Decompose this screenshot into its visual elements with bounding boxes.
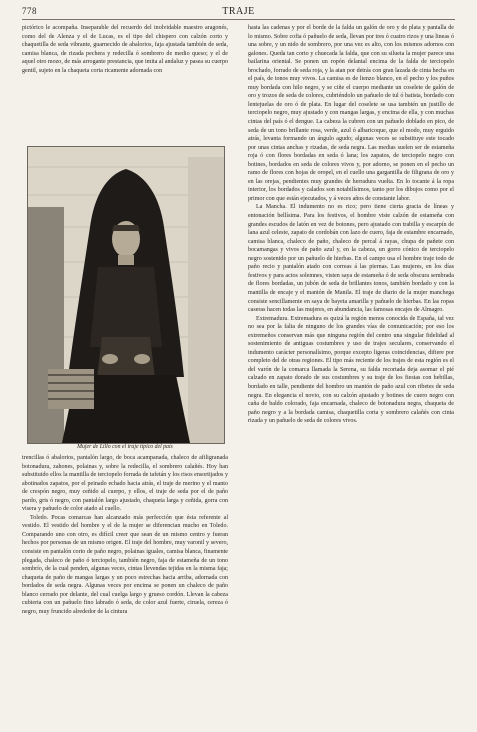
- photograph: [27, 146, 225, 444]
- page-header: [22, 6, 455, 18]
- paragraph: pictórico le acompaña. Inseparable del recuerdo del inolvidable maestro aragonés, como del de Alenza y el de Lucas, es el tipo del chispero con calzón corto y chaquetilla de seda vibrante, guarnecido de abalorios, faja ajustada también de seda, camisa blanca, de rizada pechera y redecilla ó sombrero de medio queso; y el de aquel otro mozo, de más arrogante prestancia, que imita al andaluz y pasea su cuerpo gentil, sujeto en la chaqueta corta ricamente adornada con: [22, 25, 228, 74]
- header-rule: [22, 19, 455, 20]
- woman-portrait-illustration: [28, 147, 224, 443]
- paragraph: La Mancha. El indumento no es rico; pero tiene cierta gracia de líneas y entonación bellísima. Para los festivos, el hombre viste calzón de estameña con grandes escudos de latón en vez de botones, pero ajustado con trabilla y escarpín de lana azul celeste, zapato de cordobán con lazo de cuero, faja de estambre encarnado, camisa blanca, chaleco de paño, chaleco de percal á rayas, chupa de pañete con bocamangas y vivos de paño azul y, en la cabeza, un gorro cónico de terciopelo negro sostenido por un pañuelo de hierbas. En el campo usa el hombre traje todo de paño recio y pantalón atado con correas á las piernas. Las mujeres, en los días festivos y para actos solemnes, visten saya de estameña ó de seda obscura sembrada de flores bordadas, un jubón de seda de brillantes tonos, también bordado y con la mantilla de encaje y el mantón de Manila. El traje de diario de la mujer manchega consiste sencillamente en saya de bayeta amarilla y pañuelo de hierbas. En las ropas caseras hacen todas las mujeres, en abundancia, las famosas encajes de Almagro.: [248, 204, 454, 314]
- left-column-bottom: [22, 454, 228, 616]
- figure-caption: Mujer de Lillo con el traje típico del país: [77, 444, 173, 450]
- right-column: [248, 24, 454, 426]
- running-title: TRAJE: [222, 6, 255, 17]
- page-number: 778: [22, 6, 37, 16]
- paragraph: Toledo. Pocas comarcas han alcanzado más perfección que ésta referente al vestido. El vestido del hombre y el de la mujer se diferencian mucho en Toledo. Comparando uno con otro, es difícil creer que sean de un mismo centro y fueran hechos por personas de un mismo origen. El traje del hombre, muy varonil y severo, consiste en pantalón corto de paño negro, polainas iguales, camisa blanca, finamente plegada, chaleco de paño ó terciopelo, también negro, faja de estameña de un tono sombrío, de la cual penden, algunas veces, cintas llevendas tejidas en la misma faja; chaqueta de paño de mangas largas y un poco estrechas hacia arriba, adornada con bordados de seda negra. Algunas veces por encima se ponen un chaleco de paño blanco cerrado por delante, del cual cuelga largo y grueso cordón. Llevan la cabeza cubierta con un pañuelo fino labrado ó seda, de color azul fuerte, ciruela, cereza ó negro, muy fruncido alrededor de la cintura: [22, 514, 228, 615]
- left-column-top: [22, 24, 228, 75]
- paragraph: trencillas ó abalorios, pantalón largo, de boca acampanada, chaleco de afiligranada botonadura, zahones, polainas y, sobre la redecilla, el sombrero calañés. Hoy han substituido ellos la mantilla de terciopelo forrada de tafetán y los risos ensortijados y abotinados zapatos, por el peinado echado hacia atrás, el traje de merino y el manto de crespón negro, muy ceñido al cuerpo, y ellos, el traje de seda por el de paño pardo, gris ó negro, con pantalón largo ajustado, chaqueta larga y ceñida, gorra con visera y pañuelo de color atado al cuello.: [22, 455, 228, 513]
- paragraph: hasta las cadenas y por el borde de la falda un galón de oro y de plata y pantalla de lo mismo. Sobre cofia ó pañuelo de seda, llevan por tres ó cuatro rizos y una lineas ó una sobre, y un nido de sombrero, por una vez es alto, con los mismos adornos con galones. Queda tan corto y chuecada la falda, que con su silueta la mujer parece una bailarina oriental. Se ponen un ropón delantal encima de la falda de terciopelo brochado, forrado de seda roja, y la atan por detrás con gran lazada de cinta hecha en el país, de tonos muy vivos. La camisa es de lienzo blanco, en el pecho y los puños muy bordada con hilo negro, y se ciñe el cuerpo mediante un coselete de galón de oro y trozos de seda de colores, cubriéndolo un pañuelo de tul ó batista, bordado con lentejuelas de oro ó de plata. En lugar del coselete se usa también un justillo de terciopelo negro, muy ajustado y con mangas largas, y encima de ella, y con muchas cintas del país ó el dengue. La cabeza la cubren con un pañuelo doblado en pico, de seda de un tono brillante rosa, verde, azul ó albaricoque, que el modo, muy erguido atrás, levanta formando un ángulo agudo; algunas veces se substituye este tocado por unas cintas anchas y rizadas, de seda negra. Las medias suelen ser de estameña roja ó con flores bordadas en seda ó lana; los zapatos, de terciopelo negro con botines, bordados en seda de colores vivos y, por adorno, se ponen en el pecho un ramo de flores con hojas de oropel, en el cuello una gargantilla de filigrana de oro y en las orejas, pendientes muy grandes de herradura vuelta. En lo tocante á la ropa interior, los bordados y calados son notabilísimos, tanto por los dibujos como por el primor con que están ejecutados, y á veces años de constante labor.: [248, 25, 454, 202]
- paragraph: Extremadura. Extremadura es quizá la región menos conocida de España, tal vez no sea por la falta de ninguno de los grandes vías de comunicación; por eso los extremeños conservan más que ninguna región del centro una singular fidelidad al sostenimiento de antiguas costumbres y uso de trajes seculares, conservando el indumento carácter personalísimo, porque excepto ligeras coincidencias, difiere por completo del de otras regiones. El tipo más reciente de los trajes de esta región es el del varón de la comarca llamada la Serena, su falda recortada deja asomar el pié calzado en zapato dorado de sus costumbres y su traje de los fiestas con hebillas, bordado en talle, pendiente del hombro un mantón de paño azul con ribetes de seda negra. En elegancia el novio, con su calzón ajustado y botines de cuero negro con caña de baldo colorado, faja encarnada, chaleco de botonadura negra, chaqueta de paño negro y a la bordada camisa, chaquetilla corta y sombrero calañés con cinta rizada y un pañuelo de seda de colores vivos.: [248, 315, 454, 425]
